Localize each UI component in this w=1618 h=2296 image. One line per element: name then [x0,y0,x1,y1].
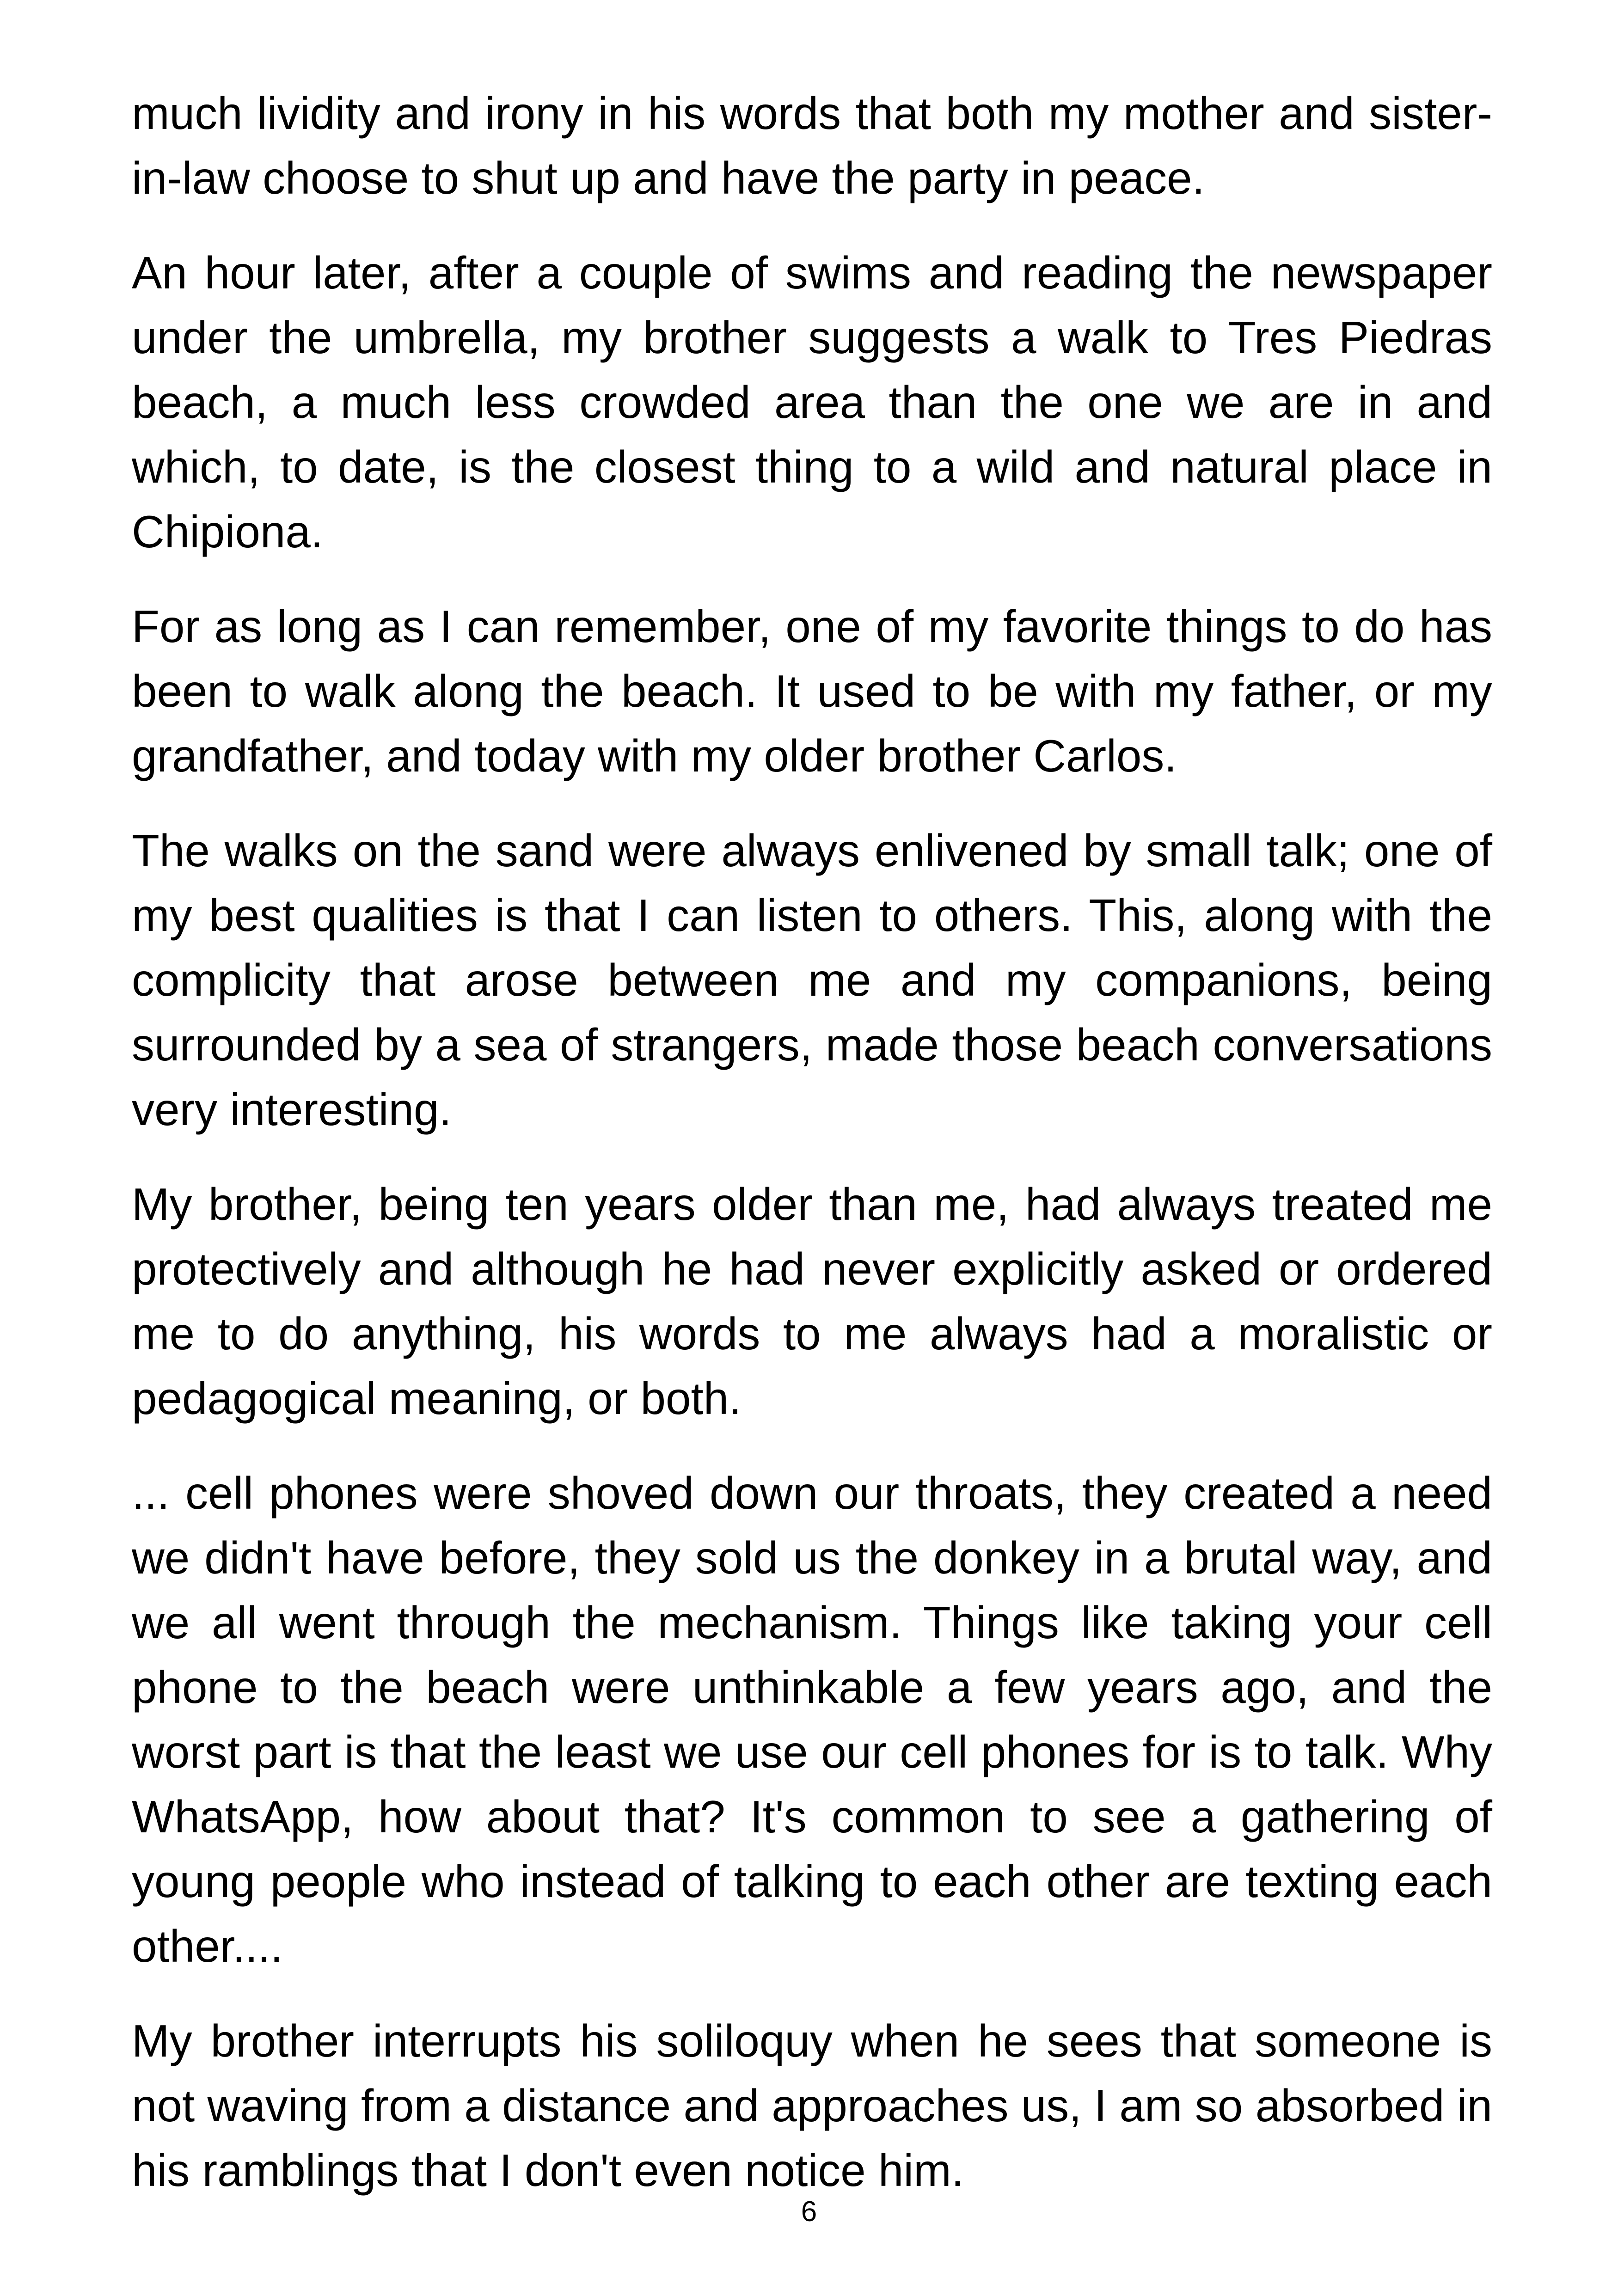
paragraph-6: ... cell phones were shoved down our throats, they created a need we didn't have before, they sold us the donkey in a brutal way, and we all went through the mechanism. Things like taking your cell phone to the beach were unthinkable a few years ago, and the worst part is that the least we use our cell phones for is to talk. Why WhatsApp, how about that? It's common to see a gathering of young people who instead of talking to each other are texting each other.... [132,1468,1492,1971]
paragraph-4: The walks on the sand were always enlivened by small talk; one of my best qualities is that I can listen to others. This, along with the complicity that arose between me and my companions, being surrounded by a sea of strangers, made those beach conversations very interesting. [132,825,1492,1135]
paragraph-2: An hour later, after a couple of swims and reading the newspaper under the umbrella, my brother suggests a walk to Tres Piedras beach, a much less crowded area than the one we are in and which, to date, is the closest thing to a wild and natural place in Chipiona. [132,247,1492,557]
body-text [132,81,1492,2233]
paragraph-3: For as long as I can remember, one of my favorite things to do has been to walk along the beach. It used to be with my father, or my grandfather, and today with my older brother Carlos. [132,601,1492,781]
paragraph-5: My brother, being ten years older than me, had always treated me protectively and although he had never explicitly asked or ordered me to do anything, his words to me always had a moralistic or pedagogical meaning, or both. [132,1179,1492,1424]
paragraph-7: My brother interrupts his soliloquy when he sees that someone is not waving from a distance and approaches us, I am so absorbed in his ramblings that I don't even notice him. [132,2015,1492,2196]
page-number: 6 [801,2196,817,2228]
paragraph-1: much lividity and irony in his words that both my mother and sister-in-law choose to shut up and have the party in peace. [132,88,1492,203]
